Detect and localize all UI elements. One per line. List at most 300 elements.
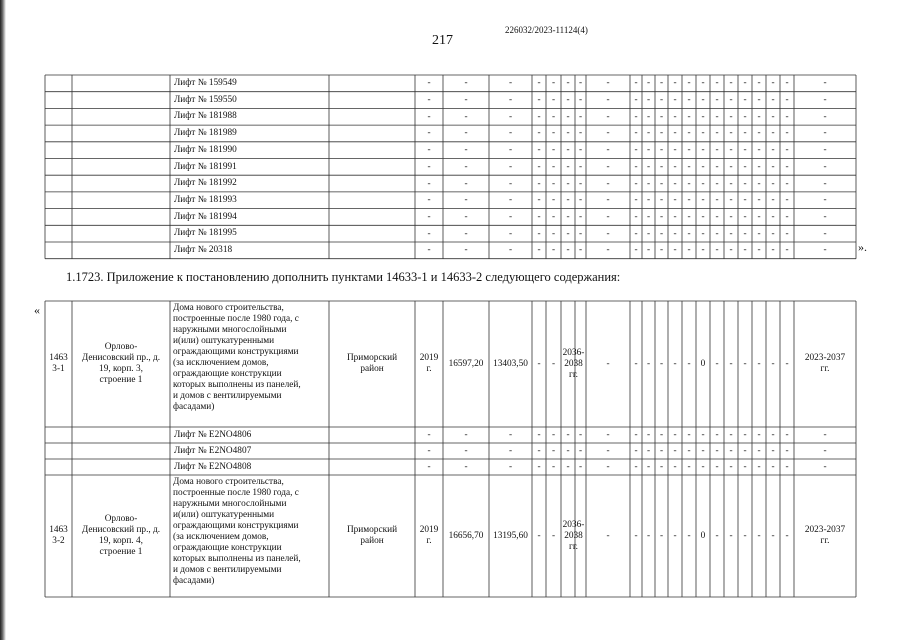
dash-cell: - [729,111,733,122]
dash-cell: - [757,111,761,122]
dash-cell: - [634,111,638,122]
dash-cell: - [701,446,705,456]
dash-cell: - [606,178,610,189]
dash-cell: - [785,128,789,139]
dash-cell: - [464,178,468,189]
dash-cell: - [646,446,651,456]
dash-cell: - [823,128,827,139]
lift-name: Лифт № E2NO4807 [174,446,252,456]
row-number: 1463 3-1 [49,353,68,374]
dash-cell: - [771,78,775,89]
dash-cell: - [537,446,541,456]
dash-cell: - [659,430,664,440]
dash-cell: - [785,358,789,369]
dash-cell: - [646,358,651,369]
dash-cell: - [508,161,513,172]
dash-cell: - [757,211,761,222]
dash-cell: - [673,245,677,256]
dash-cell: - [743,111,747,122]
dash-cell: - [743,178,747,189]
dash-cell: - [551,78,556,89]
dash-cell: - [551,195,556,206]
dash-cell: - [566,95,570,106]
dash-cell: - [771,358,775,369]
building-description: Дома нового строительства, построенные после 1980 года, с наружными многослойными и(или) оштукатуренными ограждающими конструкциями (за исключением домов, ограждающие конструкции которых выполнены из панелей, и домов с вентилируемыми фасадами) [173,303,301,412]
dash-cell: - [578,145,583,156]
dash-cell: - [729,195,733,206]
dash-cell: - [701,211,705,222]
dash-cell: - [606,228,610,239]
amendment-paragraph: 1.1723. Приложение к постановлению дополнить пунктами 14633-1 и 14633-2 следующего содержания: [66,270,621,284]
lift-name: Лифт № 181990 [174,144,237,155]
lift-name: Лифт № 181992 [174,178,237,189]
dash-cell: - [606,195,610,206]
dash-cell: - [771,145,775,156]
district: Приморский район [346,525,398,546]
dash-cell: - [634,78,638,89]
dash-cell: - [757,78,761,89]
dash-cell: - [729,95,733,106]
dash-cell: - [687,211,691,222]
dash-cell: - [427,430,431,440]
lift-name: Лифт № 181994 [174,211,237,222]
dash-cell: - [634,195,638,206]
dash-cell: - [687,462,691,472]
dash-cell: - [551,95,556,106]
dash-cell: - [551,446,556,456]
dash-cell: - [715,78,719,89]
dash-cell: - [757,128,761,139]
dash-cell: - [771,430,775,440]
dash-cell: - [743,128,747,139]
dash-cell: - [508,111,513,122]
dash-cell: - [578,161,583,172]
dash-cell: - [427,145,431,156]
dash-cell: - [785,430,789,440]
dash-cell: - [659,530,664,541]
lift-name: Лифт № 181993 [174,194,237,205]
dash-cell: - [566,228,570,239]
dash-cell: - [427,228,431,239]
dash-cell: - [823,446,827,456]
dash-cell: - [508,178,513,189]
dash-cell: - [578,95,583,106]
dash-cell: - [729,245,733,256]
year: 2019 г. [419,525,439,546]
dash-cell: - [715,211,719,222]
dash-cell: - [578,195,583,206]
repair-period: 2036-2038 гг. [562,347,585,380]
dash-cell: - [823,245,827,256]
dash-cell: - [729,462,733,472]
dash-cell: - [743,161,747,172]
dash-cell: - [634,178,638,189]
dash-cell: - [673,446,677,456]
dash-cell: - [551,128,556,139]
dash-cell: - [743,358,747,369]
dash-cell: - [785,228,789,239]
dash-cell: - [771,95,775,106]
dash-cell: - [551,430,556,440]
dash-cell: - [729,128,733,139]
lift-name: Лифт № 181995 [174,228,237,239]
dash-cell: - [715,161,719,172]
dash-cell: - [823,195,827,206]
dash-cell: - [743,195,747,206]
dash-cell: - [715,446,719,456]
dash-cell: - [606,111,610,122]
dash-cell: - [659,78,664,89]
dash-cell: - [771,128,775,139]
dash-cell: - [634,95,638,106]
dash-cell: - [701,111,705,122]
lift-name: Лифт № 159549 [174,78,237,88]
dash-cell: - [823,111,827,122]
dash-cell: - [464,195,468,206]
dash-cell: - [464,462,468,472]
area-total: 16656,70 [448,530,484,541]
dash-cell: - [715,462,719,472]
dash-cell: - [715,95,719,106]
dash-cell: - [578,228,583,239]
dash-cell: - [757,95,761,106]
dash-cell: - [729,430,733,440]
dash-cell: - [771,195,775,206]
year: 2019 г. [419,353,439,374]
dash-cell: - [687,161,691,172]
dash-cell: - [687,530,691,541]
dash-cell: - [785,211,789,222]
dash-cell: - [673,111,677,122]
dash-cell: - [715,195,719,206]
dash-cell: - [715,111,719,122]
dash-cell: - [537,195,541,206]
dash-cell: - [508,245,513,256]
area-living: 13403,50 [493,358,528,369]
dash-cell: - [743,78,747,89]
dash-cell: - [729,530,733,541]
dash-cell: - [464,245,468,256]
dash-cell: - [729,446,733,456]
dash-cell: - [659,195,664,206]
dash-cell: - [743,145,747,156]
dash-cell: - [687,178,691,189]
dash-cell: - [427,446,431,456]
dash-cell: - [823,178,827,189]
dash-cell: - [701,178,705,189]
dash-cell: - [701,128,705,139]
dash-cell: - [743,430,747,440]
opening-quote: « [34,303,40,317]
dash-cell: - [771,178,775,189]
dash-cell: - [646,430,651,440]
dash-cell: - [659,178,664,189]
dash-cell: - [606,430,610,440]
dash-cell: - [566,128,570,139]
dash-cell: - [646,111,651,122]
dash-cell: - [659,95,664,106]
dash-cell: - [701,161,705,172]
dash-cell: - [427,195,431,206]
dash-cell: - [701,78,705,89]
dash-cell: - [715,358,719,369]
dash-cell: - [785,178,789,189]
dash-cell: - [566,145,570,156]
dash-cell: - [566,78,570,89]
dash-cell: - [743,530,747,541]
dash-cell: - [701,245,705,256]
dash-cell: - [715,245,719,256]
dash-cell: - [537,228,541,239]
dash-cell: - [634,430,638,440]
dash-cell: - [634,462,638,472]
dash-cell: - [687,145,691,156]
dash-cell: - [508,78,513,89]
lift-name: Лифт № E2NO4806 [174,430,252,440]
dash-cell: - [785,161,789,172]
dash-cell: - [715,145,719,156]
dash-cell: - [464,95,468,106]
dash-cell: - [537,211,541,222]
building-description: Дома нового строительства, построенные после 1980 года, с наружными многослойными и(или) оштукатуренными ограждающими конструкциями (за исключением домов, ограждающие конструкции которых выполнены из панелей, и домов с вентилируемыми фасадами) [173,477,301,586]
dash-cell: - [634,145,638,156]
dash-cell: - [673,195,677,206]
dash-cell: - [634,245,638,256]
dash-cell: - [634,228,638,239]
dash-cell: - [771,530,775,541]
address: Орлово- Денисовский пр., д. 19, корп. 4, строение 1 [81,514,161,557]
area-total: 16597,20 [448,358,484,369]
dash-cell: - [606,211,610,222]
dash-cell: - [551,530,556,541]
lift-name: Лифт № 181989 [174,128,237,139]
dash-cell: - [715,128,719,139]
dash-cell: - [743,462,747,472]
zero-cell: 0 [700,358,706,369]
dash-cell: - [464,161,468,172]
dash-cell: - [673,128,677,139]
dash-cell: - [646,530,651,541]
dash-cell: - [771,111,775,122]
dash-cell: - [566,462,570,472]
dash-cell: - [743,228,747,239]
dash-cell: - [687,128,691,139]
dash-cell: - [566,245,570,256]
dash-cell: - [606,95,610,106]
dash-cell: - [464,430,468,440]
dash-cell: - [757,530,761,541]
dash-cell: - [566,195,570,206]
dash-cell: - [673,211,677,222]
dash-cell: - [646,145,651,156]
dash-cell: - [757,178,761,189]
dash-cell: - [743,245,747,256]
dash-cell: - [729,78,733,89]
dash-cell: - [785,245,789,256]
dash-cell: - [566,430,570,440]
dash-cell: - [508,195,513,206]
dash-cell: - [823,430,827,440]
dash-cell: - [578,111,583,122]
dash-cell: - [427,111,431,122]
dash-cell: - [508,446,513,456]
dash-cell: - [771,462,775,472]
dash-cell: - [771,211,775,222]
dash-cell: - [673,145,677,156]
dash-cell: - [687,111,691,122]
dash-cell: - [659,161,664,172]
dash-cell: - [606,78,610,89]
dash-cell: - [551,228,556,239]
dash-cell: - [771,446,775,456]
dash-cell: - [687,446,691,456]
district: Приморский район [346,353,398,374]
dash-cell: - [743,211,747,222]
dash-cell: - [785,530,789,541]
dash-cell: - [659,446,664,456]
dash-cell: - [537,178,541,189]
dash-cell: - [551,161,556,172]
dash-cell: - [508,228,513,239]
dash-cell: - [578,178,583,189]
dash-cell: - [673,161,677,172]
page-number: 217 [432,33,453,48]
dash-cell: - [673,462,677,472]
dash-cell: - [659,358,664,369]
dash-cell: - [537,430,541,440]
dash-cell: - [659,128,664,139]
dash-cell: - [673,228,677,239]
dash-cell: - [464,446,468,456]
dash-cell: - [823,95,827,106]
dash-cell: - [701,430,705,440]
dash-cell: - [427,245,431,256]
dash-cell: - [701,228,705,239]
dash-cell: - [464,228,468,239]
dash-cell: - [566,111,570,122]
dash-cell: - [508,145,513,156]
address: Орлово- Денисовский пр., д. 19, корп. 3, строение 1 [81,342,161,385]
dash-cell: - [771,161,775,172]
dash-cell: - [634,530,638,541]
dash-cell: - [659,111,664,122]
dash-cell: - [687,358,691,369]
dash-cell: - [659,228,664,239]
dash-cell: - [606,161,610,172]
dash-cell: - [578,462,583,472]
dash-cell: - [578,211,583,222]
dash-cell: - [427,211,431,222]
lift-name: Лифт № 181988 [174,111,237,122]
dash-cell: - [701,462,705,472]
dash-cell: - [606,245,610,256]
dash-cell: - [427,95,431,106]
dash-cell: - [606,446,610,456]
dash-cell: - [537,245,541,256]
dash-cell: - [729,358,733,369]
dash-cell: - [673,430,677,440]
dash-cell: - [823,145,827,156]
dash-cell: - [646,128,651,139]
dash-cell: - [508,95,513,106]
dash-cell: - [687,245,691,256]
dash-cell: - [578,430,583,440]
dash-cell: - [537,78,541,89]
dash-cell: - [757,462,761,472]
dash-cell: - [715,178,719,189]
dash-cell: - [464,128,468,139]
dash-cell: - [566,446,570,456]
dash-cell: - [578,245,583,256]
dash-cell: - [757,358,761,369]
dash-cell: - [508,430,513,440]
dash-cell: - [606,145,610,156]
dash-cell: - [757,161,761,172]
dash-cell: - [578,128,583,139]
lift-name: Лифт № 181991 [174,161,237,172]
row-number: 1463 3-2 [49,525,68,546]
dash-cell: - [606,462,610,472]
dash-cell: - [634,358,638,369]
dash-cell: - [823,462,827,472]
dash-cell: - [427,78,431,89]
area-living: 13195,60 [493,530,528,541]
dash-cell: - [464,78,468,89]
dash-cell: - [673,78,677,89]
dash-cell: - [687,95,691,106]
dash-cell: - [673,95,677,106]
lift-name: Лифт № 159550 [174,94,237,105]
dash-cell: - [687,195,691,206]
dash-cell: - [729,178,733,189]
dash-cell: - [771,245,775,256]
dash-cell: - [785,195,789,206]
dash-cell: - [646,78,651,89]
dash-cell: - [729,228,733,239]
dash-cell: - [715,228,719,239]
dash-cell: - [659,245,664,256]
dash-cell: - [823,161,827,172]
lift-name: Лифт № E2NO4808 [174,462,252,472]
dash-cell: - [646,462,651,472]
dash-cell: - [757,446,761,456]
dash-cell: - [823,211,827,222]
dash-cell: - [729,145,733,156]
dash-cell: - [537,111,541,122]
dash-cell: - [823,228,827,239]
dash-cell: - [551,178,556,189]
dash-cell: - [537,462,541,472]
dash-cell: - [785,111,789,122]
dash-cell: - [508,462,513,472]
dash-cell: - [715,530,719,541]
dash-cell: - [566,178,570,189]
dash-cell: - [687,430,691,440]
zero-cell: 0 [700,530,706,541]
dash-cell: - [464,145,468,156]
dash-cell: - [743,446,747,456]
dash-cell: - [537,161,541,172]
dash-cell: - [551,145,556,156]
dash-cell: - [715,430,719,440]
dash-cell: - [757,245,761,256]
dash-cell: - [566,211,570,222]
dash-cell: - [646,95,651,106]
dash-cell: - [551,245,556,256]
dash-cell: - [701,95,705,106]
dash-cell: - [537,145,541,156]
dash-cell: - [701,195,705,206]
